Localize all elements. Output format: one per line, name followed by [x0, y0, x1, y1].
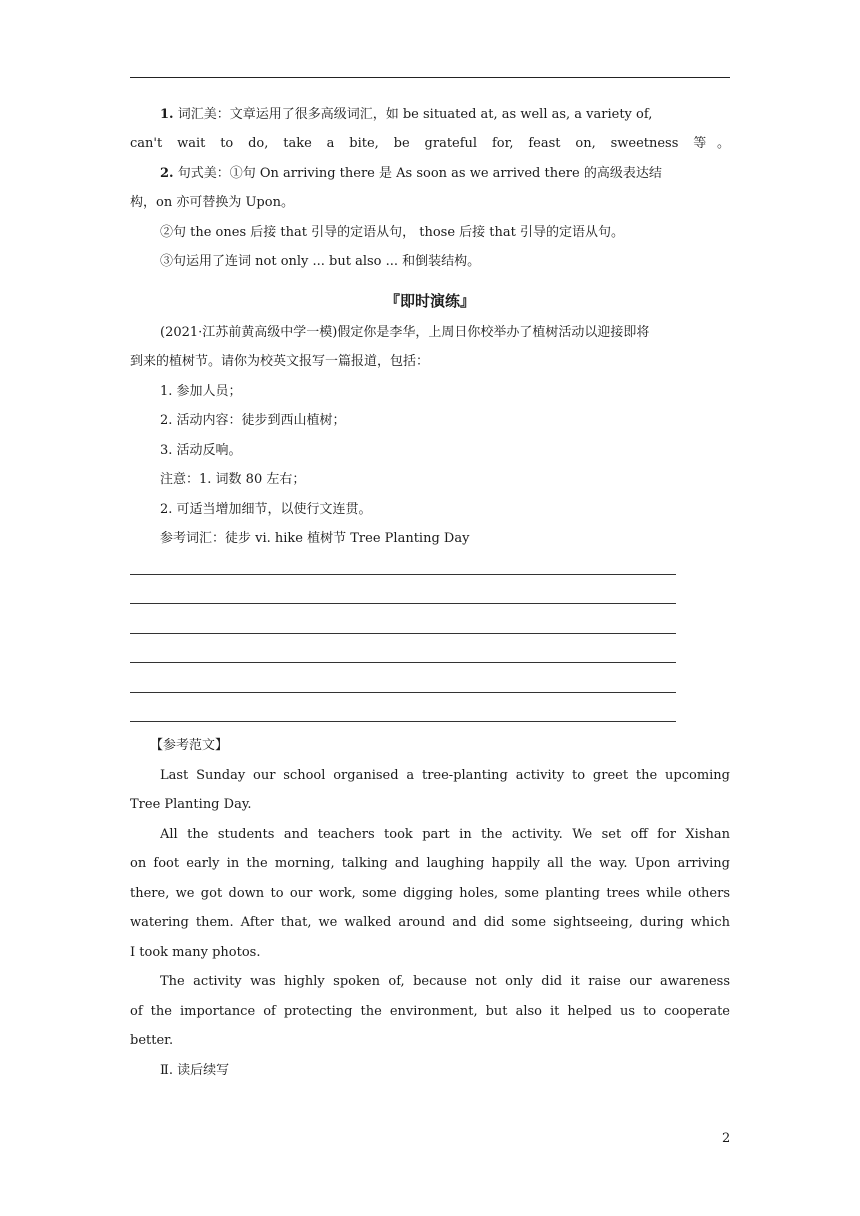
next-section-heading: Ⅱ. 读后续写: [160, 1063, 230, 1078]
section-title: 『即时演练』: [384, 292, 475, 310]
model-line-7: I took many photos.: [130, 945, 261, 960]
summary-point-2: [160, 165, 730, 183]
answer-line: [130, 721, 676, 722]
exercise-item-1: 1. 参加人员；: [160, 384, 242, 399]
model-line-2: Tree Planting Day.: [130, 797, 252, 812]
answer-line: [130, 692, 676, 693]
model-line-6: watering them. After that, we walked around and did some sightseeing, during which: [130, 915, 730, 930]
summary-point-1: [160, 106, 730, 124]
exercise-item-2: 2. 活动内容：徒步到西山植树；: [160, 413, 346, 428]
exercise-note-1: 注意：1. 词数 80 左右；: [160, 472, 306, 487]
summary-point-2-number: 2.: [160, 166, 174, 181]
model-line-9: of the importance of protecting the environment, but also it helped us to cooperate: [130, 1004, 730, 1019]
answer-line: [130, 574, 676, 575]
model-line-10: better.: [130, 1033, 174, 1048]
summary-point-1-text: 词汇美：文章运用了很多高级词汇，如 be situated at, as well as, a variety of,: [177, 107, 653, 122]
exercise-prompt: (2021·江苏前黄高级中学一模)假定你是李华，上周日你校举办了植树活动以迎接即将: [160, 325, 650, 340]
exercise-item-3: 3. 活动反响。: [160, 443, 242, 458]
exercise-prompt-cont: 到来的植树节。请你为校英文报写一篇报道，包括：: [130, 354, 430, 369]
summary-point-4: ③句运用了连词 not only ... but also ... 和倒装结构。: [160, 254, 481, 269]
summary-point-2-cont: 构，on 亦可替换为 Upon。: [130, 195, 294, 210]
model-line-8: The activity was highly spoken of, because not only did it raise our awareness: [160, 974, 730, 989]
model-line-3: All the students and teachers took part in the activity. We set off for Xishan: [160, 827, 730, 842]
header-rule: [130, 77, 730, 78]
exercise-vocab: 参考词汇：徒步 vi. hike 植树节 Tree Planting Day: [160, 531, 470, 546]
answer-line: [130, 662, 676, 663]
model-line-5: there, we got down to our work, some digging holes, some planting trees while others: [130, 886, 730, 901]
answer-line: [130, 603, 676, 604]
summary-point-1-number: 1.: [160, 107, 174, 122]
answer-line: [130, 633, 676, 634]
page-number: 2: [722, 1131, 731, 1146]
summary-point-2-text: 句式美：①句 On arriving there 是 As soon as we arrived there 的高级表达结: [177, 166, 662, 181]
model-line-4: on foot early in the morning, talking and laughing happily all the way. Upon arriving: [130, 856, 730, 871]
summary-point-3: ②句 the ones 后接 that 引导的定语从句， those 后接 that 引导的定语从句。: [160, 225, 624, 240]
model-heading: 【参考范文】: [150, 738, 229, 753]
summary-point-1-cont: can't wait to do, take a bite, be grateful for, feast on, sweetness 等。: [130, 136, 730, 151]
model-line-1: Last Sunday our school organised a tree-planting activity to greet the upcoming: [160, 768, 730, 783]
exercise-note-2: 2. 可适当增加细节，以使行文连贯。: [160, 502, 372, 517]
